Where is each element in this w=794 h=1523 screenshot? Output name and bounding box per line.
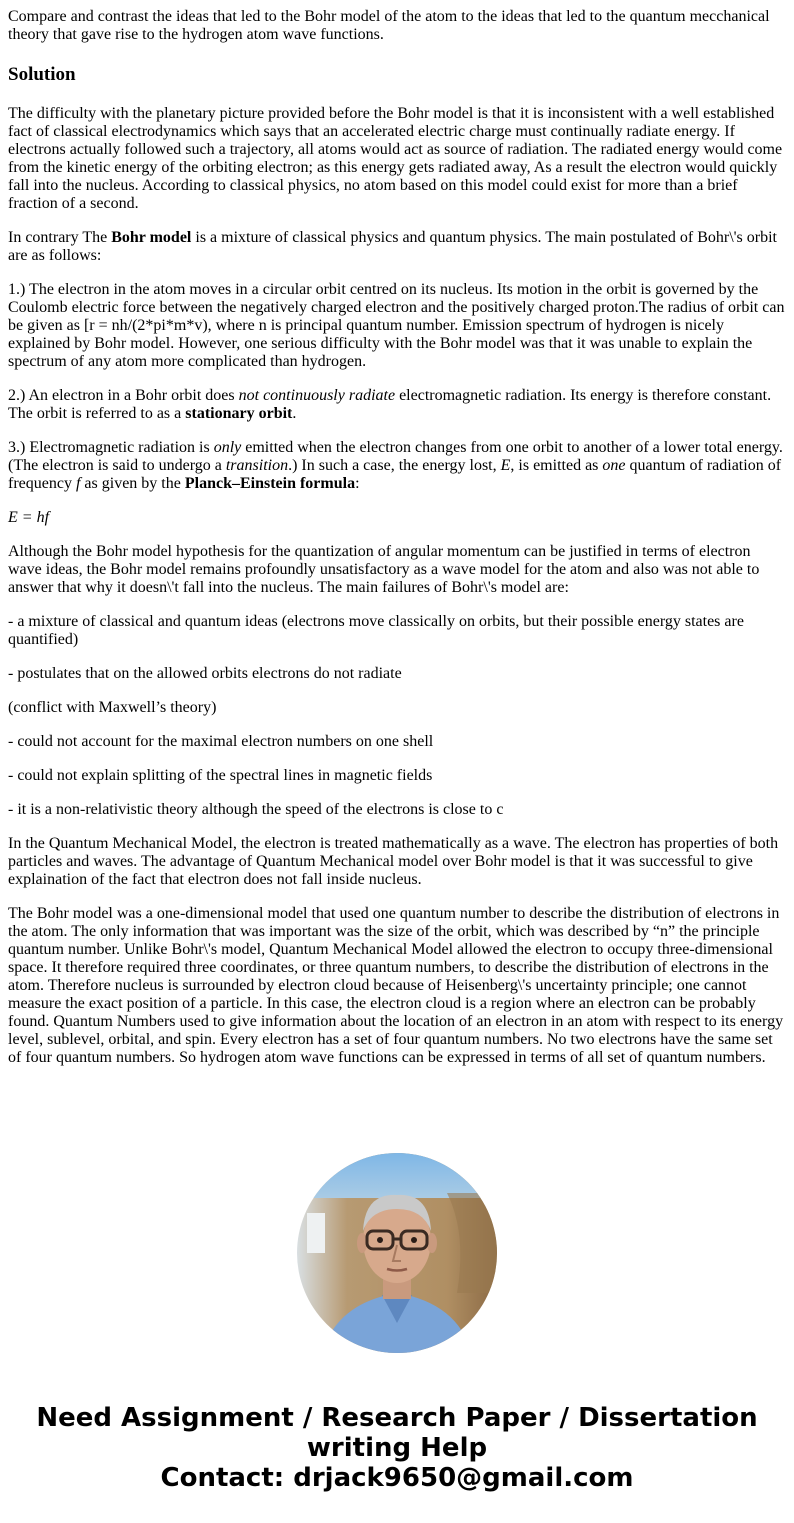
paragraph-bohr-failures-intro: Although the Bohr model hypothesis for the quantization of angular momentum can be justified in terms of electron wave ideas, the Bohr model remains profoundly unsatisfactory as a wave model for the atom and also was not able to answer that why it doesn\'t fall into the nucleus. The main failures of Bohr\'s model are: [8,543,760,596]
contact-email: Contact: drjack9650@gmail.com [160,1463,634,1493]
paragraph-comparison: The Bohr model was a one-dimensional model that used one quantum number to describe the distribution of electrons in the atom. The only information that was important was the size of the orbit, which was described by “n” the principle quantum number. Unlike Bohr\'s model, Quantum Mechanical Model allowed the electron to occupy three-dimensional space. It therefore required three coordinates, or three quantum numbers, to describe the distribution of electrons in the atom. Therefore nucleus is surrounded by electron cloud because of Heisenberg\'s uncertainty principle; one cannot measure the exact position of a particle. In this case, the electron cloud is a region where an electron can be probably found. Quantum Numbers used to give information about the location of an electron in an atom with respect to its energy level, sublevel, orbital, and spin. Every electron has a set of four quantum numbers. No two electrons have the same set of four quantum numbers. So hydrogen atom wave functions can be expressed in terms of all set of quantum numbers. [8,905,784,1066]
failure-item: (conflict with Maxwell’s theory) [8,699,217,716]
failure-item: - it is a non-relativistic theory although the speed of the electrons is close to c [8,801,504,818]
failure-item: - a mixture of classical and quantum ideas (electrons move classically on orbits, but their possible energy states are quantified) [8,613,744,648]
solution-heading: Solution [8,64,76,85]
failure-item: - postulates that on the allowed orbits electrons do not radiate [8,665,402,682]
document-body [8,8,786,1083]
author-portrait-image [297,1153,497,1353]
postulate-1: 1.) The electron in the atom moves in a circular orbit centred on its nucleus. Its motion in the orbit is governed by the Coulomb electric force between the negatively charged electron and the positively charged proton.The radius of orbit can be given as [r = nh/(2*pi*m*v), where n is principal quantum number. Emission spectrum of hydrogen is nicely explained by Bohr model. However, one serious difficulty with the Bohr model was that it was unable to explain the spectrum of any atom more complicated than hydrogen. [8,281,785,370]
paragraph-quantum-model: In the Quantum Mechanical Model, the electron is treated mathematically as a wave. The electron has properties of both particles and waves. The advantage of Quantum Mechanical model over Bohr model is that it was successful to give explaination of the fact that electron does not fall inside nucleus. [8,835,779,888]
promo-footer [0,1403,794,1493]
failure-item: - could not account for the maximal electron numbers on one shell [8,733,434,750]
postulate-2: 2.) An electron in a Bohr orbit does not continuously radiate electromagnetic radiation. Its energy is therefore constant. The orbit is referred to as a stationary orbit. [8,387,772,422]
planck-einstein-formula: E = hf [8,509,50,526]
paragraph-bohr-intro: In contrary The Bohr model is a mixture of classical physics and quantum physics. The main postulated of Bohr\'s orbit are as follows: [8,229,777,264]
postulate-3: 3.) Electromagnetic radiation is only emitted when the electron changes from one orbit to another of a lower total energy. (The electron is said to undergo a transition.) In such a case, the energy lost, E, is emitted as one quantum of radiation of frequency f as given by the Planck–Einstein formula: [8,439,783,492]
promo-headline: Need Assignment / Research Paper / Dissertation writing Help [36,1403,758,1463]
failure-item: - could not explain splitting of the spectral lines in magnetic fields [8,767,433,784]
author-avatar [297,1153,497,1353]
question-text: Compare and contrast the ideas that led to the Bohr model of the atom to the ideas that led to the quantum mecchanical theory that gave rise to the hydrogen atom wave functions. [8,8,770,43]
paragraph-planetary-problem: The difficulty with the planetary picture provided before the Bohr model is that it is inconsistent with a well established fact of classical electrodynamics which says that an accelerated electric charge must continually radiate energy. If electrons actually followed such a trajectory, all atoms would act as source of radiation. The radiated energy would come from the kinetic energy of the orbiting electron; as this energy gets radiated away, As a result the electron would quickly fall into the nucleus. According to classical physics, no atom based on this model could exist for more than a brief fraction of a second. [8,105,783,212]
